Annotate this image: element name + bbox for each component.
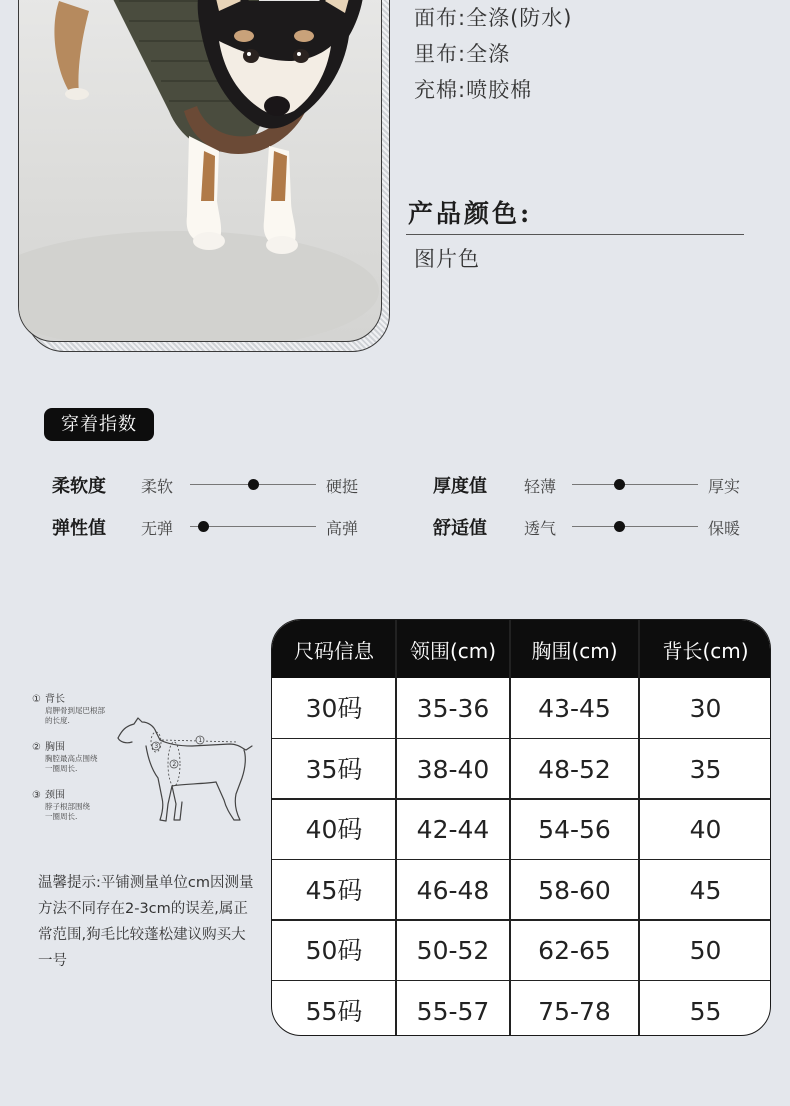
index-track — [572, 526, 698, 527]
diagram-mark-2: 2 — [172, 761, 177, 769]
wearing-index-row — [0, 514, 790, 538]
diagram-mark-1: 1 — [198, 737, 203, 745]
size-label-cell: 35码 — [305, 754, 363, 784]
size-value-cell: 75-78 — [538, 996, 611, 1026]
index-max-label: 保暖 — [708, 519, 741, 538]
size-value-cell: 55-57 — [416, 996, 490, 1026]
dog-photo-illustration — [19, 0, 382, 342]
size-label-cell: 30码 — [305, 694, 363, 723]
size-value-cell: 54-56 — [538, 815, 611, 844]
material-info — [414, 0, 572, 108]
size-value-cell: 58-60 — [538, 875, 611, 905]
size-label-cell: 45码 — [305, 875, 363, 905]
size-value-cell: 30 — [689, 694, 722, 723]
size-table-column-divider — [395, 620, 397, 1035]
index-level-dot — [614, 521, 625, 532]
size-value-cell: 55 — [689, 996, 722, 1026]
size-value-cell: 35-36 — [416, 694, 490, 723]
product-photo-card — [18, 0, 390, 352]
outer-fabric-text: 面布:全涤(防水) — [414, 6, 573, 30]
index-name: 柔软度 — [52, 476, 106, 497]
filling-text: 充棉:喷胶棉 — [414, 78, 533, 102]
size-value-cell: 42-44 — [416, 815, 490, 844]
legend-description: 一圈周长. — [45, 764, 78, 773]
size-table-header-cell: 背长(cm) — [662, 639, 749, 663]
index-min-label: 透气 — [524, 519, 557, 538]
legend-description: 脖子根部围绕 — [45, 802, 90, 811]
lining-fabric-text: 里布:全涤 — [414, 42, 511, 66]
index-track — [572, 484, 698, 485]
size-value-cell: 40 — [689, 815, 722, 844]
size-value-cell: 38-40 — [416, 754, 490, 784]
size-value-cell: 46-48 — [416, 875, 490, 905]
legend-description: 的长度. — [45, 716, 70, 725]
size-value-cell: 62-65 — [538, 936, 611, 965]
index-max-label: 厚实 — [708, 477, 741, 496]
size-value-cell: 43-45 — [538, 694, 611, 723]
index-name: 厚度值 — [433, 476, 487, 497]
size-value-cell: 50 — [689, 936, 722, 965]
legend-description: 胸腔最高点围绕 — [45, 754, 98, 763]
product-color-divider — [406, 234, 744, 235]
size-label-cell: 50码 — [305, 936, 363, 965]
dog-photo — [18, 0, 382, 342]
index-level-dot — [614, 479, 625, 490]
measure-tip: 温馨提示:平铺测量单位cm因测量方法不同存在2-3cm的误差,属正常范围,狗毛比较蓬松建议购买大一号 — [38, 875, 254, 969]
index-name: 舒适值 — [433, 518, 487, 539]
size-label-cell: 55码 — [305, 996, 363, 1026]
size-value-cell: 45 — [689, 875, 722, 905]
wearing-index-row — [0, 472, 790, 496]
index-name: 弹性值 — [52, 518, 106, 539]
size-label-cell: 40码 — [305, 815, 363, 844]
legend-title-text: 胸围 — [45, 742, 65, 753]
size-value-cell: 50-52 — [416, 936, 490, 965]
index-min-label: 无弹 — [141, 519, 174, 538]
size-value-cell: 35 — [689, 754, 722, 784]
size-table-header-cell: 领围(cm) — [409, 639, 497, 663]
index-max-label: 硬挺 — [326, 477, 359, 496]
index-min-label: 轻薄 — [524, 477, 557, 496]
legend-description: 一圈周长. — [45, 812, 78, 821]
size-table-header-cell: 尺码信息 — [294, 639, 374, 663]
dog-measure-diagram — [112, 700, 262, 830]
size-value-cell: 48-52 — [538, 754, 611, 784]
product-color-value: 图片色 — [414, 247, 480, 271]
size-table-header-cell: 胸围(cm) — [531, 639, 618, 663]
size-table-column-divider — [638, 620, 640, 1035]
index-min-label: 柔软 — [141, 477, 174, 496]
diagram-mark-3: 3 — [154, 743, 159, 751]
legend-title-text: 背长 — [45, 694, 65, 705]
legend-title-text: 颈围 — [45, 790, 65, 801]
legend-number: ① — [32, 694, 41, 705]
index-max-label: 高弹 — [326, 519, 359, 538]
legend-number: ③ — [32, 790, 41, 801]
legend-number: ② — [32, 742, 41, 753]
legend-description: 肩胛骨到尾巴根部 — [45, 706, 105, 715]
size-table-column-divider — [509, 620, 511, 1035]
wearing-index-badge: 穿着指数 — [44, 408, 154, 441]
product-color-title: 产品颜色: — [408, 199, 533, 228]
size-table — [271, 619, 771, 1036]
